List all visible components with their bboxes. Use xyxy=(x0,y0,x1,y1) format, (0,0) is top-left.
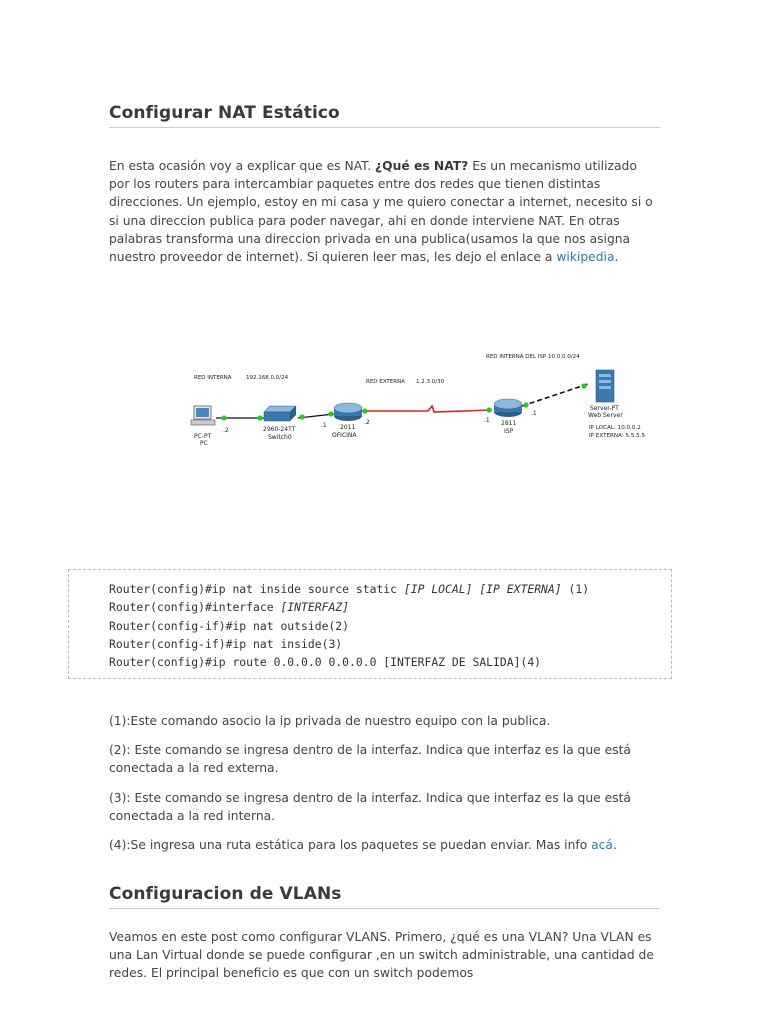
section-title-nat: Configurar NAT Estático xyxy=(109,103,660,128)
section-title-vlan: Configuracion de VLANs xyxy=(109,884,660,909)
note-4-text: (4):Se ingresa una ruta estática para los paquetes se puedan enviar. Mas info xyxy=(109,838,592,853)
code-block xyxy=(68,569,672,679)
code-line: Router(config)#ip nat inside source static [IP LOCAL] [IP EXTERNA] (1) xyxy=(109,582,590,596)
server-ip-local: IP LOCAL: 10.0.0.2 xyxy=(589,425,641,431)
vlan-intro-paragraph: Veamos en este post como configurar VLANS. Primero, ¿qué es una VLAN? Una VLAN es una Lan Virtual donde se puede configurar ,en un switch administrable, una cantidad de redes. El principal beneficio es que con un switch podemos xyxy=(109,930,654,981)
port-light xyxy=(523,402,528,407)
router2-label: 2811 xyxy=(501,420,517,427)
notes-list xyxy=(109,712,660,865)
server-label-2: Web Server xyxy=(588,412,623,419)
port-light xyxy=(581,383,586,388)
pc-icon xyxy=(191,406,215,425)
intro-end: . xyxy=(614,250,619,265)
router1-label: 2011 xyxy=(340,424,356,431)
code-line: Router(config)#ip route 0.0.0.0 0.0.0.0 [INTERFAZ DE SALIDA](4) xyxy=(109,655,542,670)
link-isp-server xyxy=(522,384,588,406)
pc-label-2: PC xyxy=(200,440,208,447)
mas-info-link[interactable]: acá xyxy=(591,838,613,853)
intro-text: En esta ocasión voy a explicar que es NAT. xyxy=(109,159,376,173)
switch-label: 2960-24TT xyxy=(263,426,296,433)
port-light xyxy=(486,407,491,412)
port-light xyxy=(221,415,226,420)
server-label: Server-PT xyxy=(590,405,619,412)
router2-if-right: .1 xyxy=(531,410,537,417)
isp-interna-label: RED INTERNA DEL ISP 10.0.0.0/24 xyxy=(486,354,580,360)
note-3: (3): Este comando se ingresa dentro de la interfaz. Indica que interfaz es la que está conectada a la red interna. xyxy=(109,790,631,823)
code-line: Router(config-if)#ip nat inside(3) xyxy=(109,636,343,651)
red-interna-net: 192.168.0.0/24 xyxy=(246,375,289,381)
router-icon xyxy=(494,399,522,417)
red-externa-label: RED EXTERNA xyxy=(366,379,405,385)
router1-if-left: .1 xyxy=(321,422,327,429)
note-4 xyxy=(109,836,660,854)
server-ip-externa: IP EXTERNA: 5.5.5.5 xyxy=(589,433,646,439)
nat-intro-paragraph xyxy=(109,157,660,266)
port-light xyxy=(362,408,367,413)
code-lines xyxy=(109,580,589,671)
router2-if-left: .1 xyxy=(484,417,490,424)
intro-bold: ¿Qué es NAT? xyxy=(375,159,469,173)
note-4-end: . xyxy=(612,838,617,853)
red-externa-net: 1.2.3.0/30 xyxy=(416,379,445,385)
code-line: Router(config-if)#ip nat outside(2) xyxy=(109,618,350,633)
pc-if: .2 xyxy=(223,427,229,434)
note-1: (1):Este comando asocio la ip privada de nuestro equipo con la publica. xyxy=(109,714,551,728)
note-2: (2): Este comando se ingresa dentro de la interfaz. Indica que interfaz es la que está conectada a la red externa. xyxy=(109,743,631,776)
switch-icon xyxy=(264,406,296,421)
wikipedia-link[interactable]: wikipedia xyxy=(556,250,615,265)
pc-label: PC-PT xyxy=(194,433,212,440)
switch-label-2: Switch0 xyxy=(268,434,292,441)
port-light xyxy=(257,415,262,420)
serial-link xyxy=(362,406,492,412)
intro-text-2: Es un mecanismo utilizado por los routers para intercambiar paquetes entre dos redes que tienen distintas direcciones. Un ejemplo, estoy en mi casa y me quiero conectar a internet, necesito si o si una direccion publica para poder navegar, ahi en donde interviene NAT. En otras palabras transforma una direccion privada en una publica(usamos la que nos asigna nuestro proveedor de internet). Si quieren leer mas, les dejo el enlace a xyxy=(109,159,653,265)
server-icon xyxy=(596,370,614,402)
network-diagram xyxy=(186,348,666,458)
router-icon xyxy=(334,403,362,421)
red-interna-label: RED INTERNA xyxy=(194,375,232,381)
router1-if-right: .2 xyxy=(364,419,370,426)
router2-label-2: ISP xyxy=(504,428,514,435)
router1-label-2: OFICINA xyxy=(332,432,357,439)
port-light xyxy=(299,414,304,419)
code-line: Router(config)#interface [INTERFAZ] xyxy=(109,600,350,615)
port-light xyxy=(328,411,333,416)
